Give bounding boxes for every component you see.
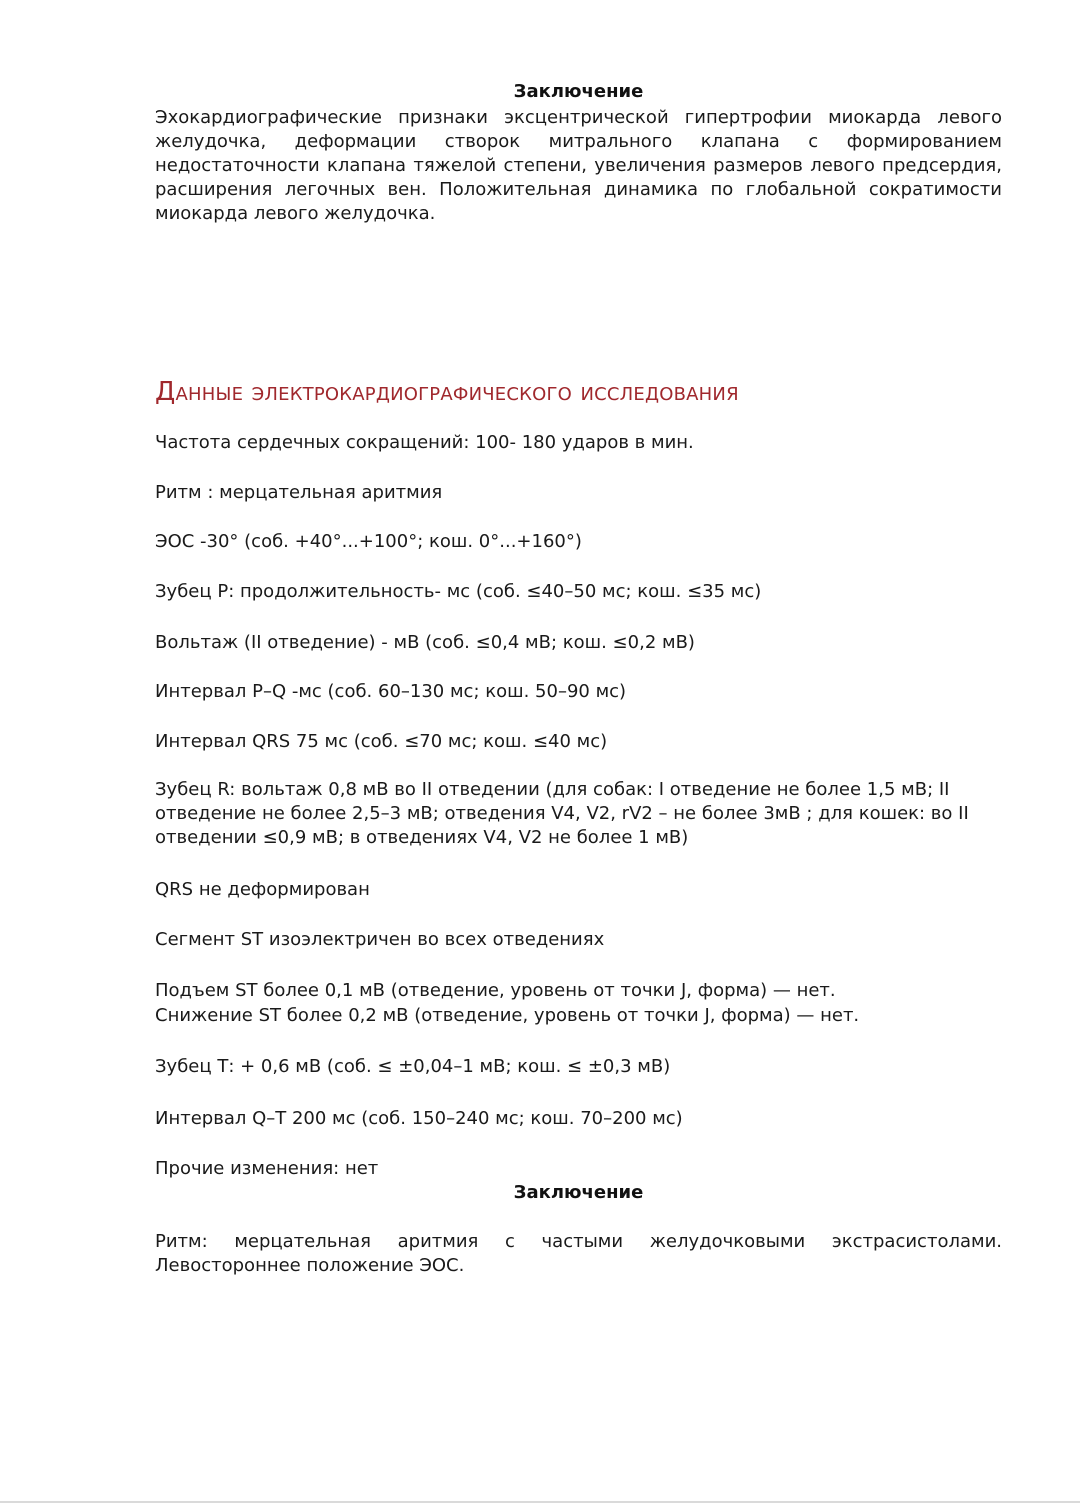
ecg-st-depression: Снижение ST более 0,2 мВ (отведение, уровень от точки J, форма) — нет. <box>155 1005 860 1026</box>
ecg-heart-rate: Частота сердечных сокращений: 100- 180 ударов в мин. <box>155 432 694 453</box>
ecg-other-changes: Прочие изменения: нет <box>155 1158 379 1179</box>
ecg-t-wave: Зубец Т: + 0,6 мВ (соб. ≤ ±0,04–1 мВ; кош. ≤ ±0,3 мВ) <box>155 1056 671 1077</box>
ecg-qrs-interval: Интервал QRS 75 мс (соб. ≤70 мс; кош. ≤40 мс) <box>155 731 608 752</box>
ecg-pq-interval: Интервал P–Q -мс (соб. 60–130 мс; кош. 50–90 мс) <box>155 681 627 702</box>
page-bottom-divider <box>0 1501 1080 1503</box>
ecg-voltage: Вольтаж (II отведение) - мВ (соб. ≤0,4 мВ; кош. ≤0,2 мВ) <box>155 632 695 653</box>
echo-conclusion-text: Эхокардиографические признаки эксцентрической гипертрофии миокарда левого желудочка, деформации створок митрального клапана с формированием недостаточности клапана тяжелой степени, увеличения размеров левого предсердия, расширения легочных вен. Положительная динамика по глобальной сократимости миокарда левого желудочка. <box>155 107 1002 224</box>
ecg-r-wave: Зубец R: вольтаж 0,8 мВ во II отведении (для собак: I отведение не более 1,5 мВ; II отведение не более 2,5–3 мВ; отведения V4, V2, rV2 – не более 3мВ ; для кошек: во II отведении ≤0,9 мВ; в отведениях V4, V2 не более 1 мВ) <box>155 779 969 848</box>
echo-conclusion-heading: Заключение <box>513 81 644 102</box>
ecg-st-elevation: Подъем ST более 0,1 мВ (отведение, уровень от точки J, форма) — нет. <box>155 980 836 1001</box>
ecg-eos: ЭОС -30° (соб. +40°...+100°; кош. 0°...+160°) <box>155 531 582 552</box>
ecg-rhythm: Ритм : мерцательная аритмия <box>155 482 443 503</box>
ecg-st-segment: Сегмент ST изоэлектричен во всех отведениях <box>155 929 605 950</box>
ecg-section-title: Данные электрокардиографического исследования <box>155 377 739 407</box>
ecg-qrs-shape: QRS не деформирован <box>155 879 370 900</box>
ecg-conclusion-heading: Заключение <box>513 1182 644 1203</box>
ecg-conclusion-text: Ритм: мерцательная аритмия с частыми желудочковыми экстрасистолами. Левостороннее положение ЭОС. <box>155 1231 1002 1276</box>
ecg-qt-interval: Интервал Q–T 200 мс (соб. 150–240 мс; кош. 70–200 мс) <box>155 1108 683 1129</box>
ecg-p-wave: Зубец Р: продолжительность- мс (соб. ≤40–50 мс; кош. ≤35 мс) <box>155 581 762 602</box>
